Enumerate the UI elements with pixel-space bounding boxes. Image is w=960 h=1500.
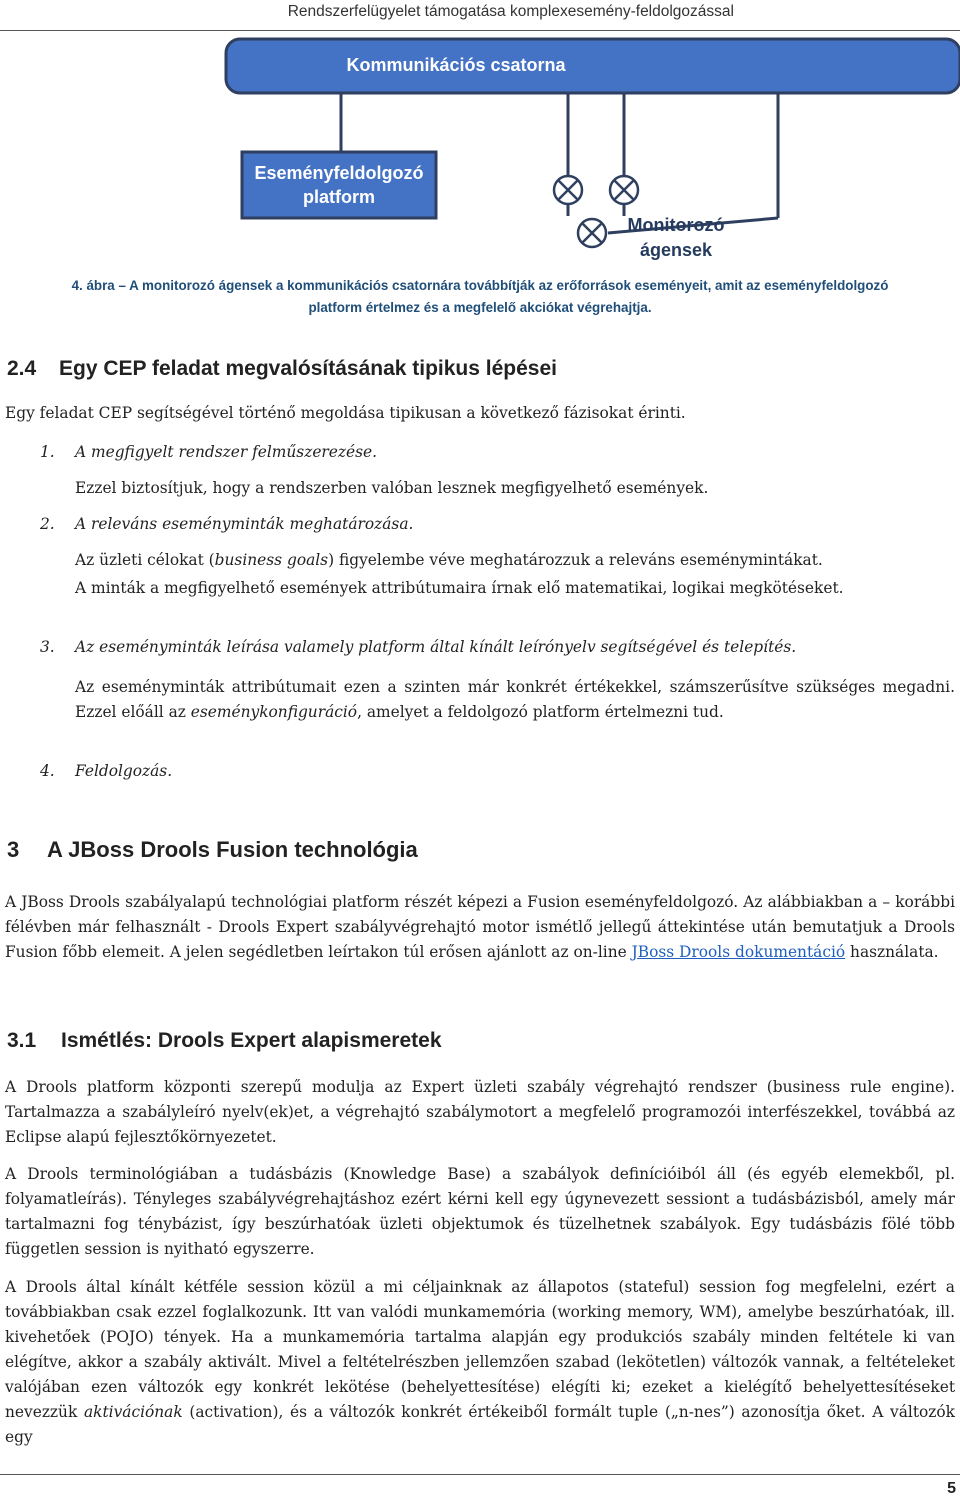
footer-rule	[0, 1474, 960, 1475]
step-title: A megfigyelt rendszer felműszerezése.	[75, 443, 378, 461]
page-header	[0, 0, 960, 30]
section-number: 2.4	[7, 357, 37, 380]
platform-box	[242, 152, 436, 218]
step-title: Az eseményminták leírása valamely platform által kínált leírónyelv segítségével és telepítés.	[75, 638, 797, 656]
header-rule	[0, 30, 960, 31]
section-3-1-heading	[7, 1029, 442, 1053]
drools-docs-link[interactable]: JBoss Drools dokumentáció	[631, 943, 846, 961]
section-3-1-paragraph-2: A Drools terminológiában a tudásbázis (Knowledge Base) a szabályok definícióiból áll (és egyéb elemekből, pl. folyamatleírás). Tényleges szabályvégrehajtáshoz ezért kérni kell egy úgynevezett sessiont a tudásbázisból, amely már tartalmazni fog ténybázist, így beszúrhatóak üzleti objektumok és tüzelhetnek szabályok. Egy tudásbázis fölé több független session is nyitható egyszerre.	[5, 1165, 955, 1258]
section-number: 3.1	[7, 1029, 37, 1052]
section-number: 3	[7, 837, 20, 862]
agents-label-2: ágensek	[639, 240, 713, 260]
section-3-heading	[7, 837, 418, 863]
step-number: 3.	[40, 638, 55, 656]
figure-caption-line-2: platform értelmez és a megfelelő akciókat végrehajtja.	[308, 300, 652, 315]
figure-4-diagram	[0, 32, 960, 264]
section-title: A JBoss Drools Fusion technológia	[47, 837, 418, 862]
page-number: 5	[947, 1480, 956, 1497]
step-title: A releváns eseményminták meghatározása.	[75, 515, 414, 533]
step-number: 1.	[40, 443, 55, 461]
section-title: Ismétlés: Drools Expert alapismeretek	[61, 1029, 442, 1052]
step-body: Ezzel biztosítjuk, hogy a rendszerben valóban lesznek megfigyelhető események.	[75, 479, 709, 497]
platform-label-2: platform	[303, 187, 375, 207]
section-2-4-intro: Egy feladat CEP segítségével történő megoldása tipikusan a következő fázisokat érinti.	[5, 404, 686, 422]
channel-bar	[226, 39, 960, 93]
section-2-4-heading	[7, 357, 557, 381]
platform-label-1: Eseményfeldolgozó	[254, 163, 424, 183]
header-title: Rendszerfelügyelet támogatása komplexesemény-feldolgozással	[287, 3, 734, 20]
figure-caption-line-1: 4. ábra – A monitorozó ágensek a kommunikációs csatornára továbbítják az erőforrások eseményeit, amit az eseményfeldolgozó	[71, 278, 889, 293]
agent-node-3	[578, 219, 606, 247]
step-number: 4.	[40, 762, 55, 780]
step-body: Az üzleti célokat (business goals) figyelembe véve meghatározzuk a releváns eseménymintákat.	[75, 551, 823, 569]
step-body-2: A minták a megfigyelhető események attribútumaira írnak elő matematikai, logikai megkötéseket.	[75, 579, 844, 597]
agent-node-2	[610, 176, 638, 204]
section-3-paragraph: A JBoss Drools szabályalapú technológiai platform részét képezi a Fusion eseményfeldolgozó. Az alábbiakban a – korábbi félévben már felhasznált - Drools Expert szabályvégrehajtó motor ismétlő jellegű áttekintése után bemutatjuk a Drools Fusion főbb elemeit. A jelen segédletben leírtakon túl erősen ajánlott az on-line JBoss Drools dokumentáció használata.	[5, 893, 955, 961]
section-3-1-paragraph-1: A Drools platform központi szerepű modulja az Expert üzleti szabály végrehajtó rendszer (business rule engine). Tartalmazza a szabályleíró nyelv(ek)et, a végrehajtó szabálymotort a megfelelő programozói interfészekkel, továbbá az Eclipse alapú fejlesztőkörnyezetet.	[5, 1078, 955, 1146]
channel-label: Kommunikációs csatorna	[346, 55, 566, 75]
section-title: Egy CEP feladat megvalósításának tipikus lépései	[59, 357, 557, 380]
step-number: 2.	[40, 515, 55, 533]
step-body: Az eseményminták attribútumait ezen a szinten már konkrét értékekkel, számszerűsítve szükséges megadni. Ezzel előáll az eseménykonfiguráció, amelyet a feldolgozó platform értelmezni tud.	[75, 678, 955, 721]
section-3-1-paragraph-3: A Drools által kínált kétféle session közül a mi céljainknak az állapotos (stateful) session fog megfelelni, ezért a továbbiakban csak ezzel foglalkozunk. Itt van valódi munkamemória (working memory, WM), amelybe beszúrhatóak, ill. kivehetőek (POJO) tények. Ha a munkamemória tartalma alapján egy produkciós szabály minden feltétele ki van elégítve, akkor a szabály aktivált. Mivel a feltételrészben jellemzően szabad (lekötetlen) változók vannak, a feltételeket valójában ezen változók egy konkrét lekötése (behelyettesítése) elégíti ki; ezeket a kielégítő behelyettesítéseket nevezzük aktivációnak (activation), és a változók konkrét értékeiből formált tuple („n-nes”) azonosítja őket. A változók egy	[5, 1278, 956, 1446]
step-title: Feldolgozás.	[75, 762, 173, 780]
agent-node-1	[554, 176, 582, 204]
agents-label-1: Monitorozó	[627, 215, 725, 235]
